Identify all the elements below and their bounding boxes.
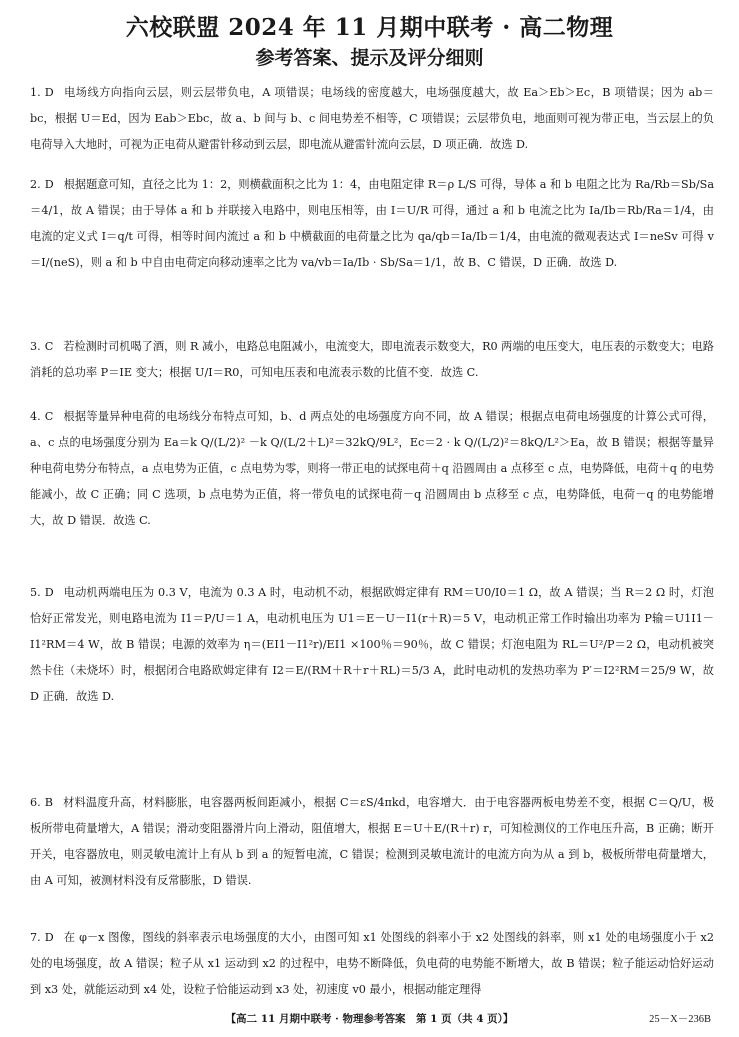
answer-number: 4. — [30, 410, 41, 423]
answer-item-4 — [30, 404, 714, 534]
footer-doc-code: 25－X－236B — [649, 1014, 711, 1025]
answer-number: 1. — [30, 86, 41, 99]
answer-number: 6. — [30, 796, 41, 809]
answer-choice: C — [44, 340, 54, 353]
answer-explanation: 若检测时司机喝了酒，则 R 减小，电路总电阻减小，电流变大，即电流表示数变大，R0 两端的电压变大，电压表的示数变大；电路消耗的总功率 P＝IE 变大；根据 U/I＝R0，可知电压表和电流表示数的比值不变．故选 C. — [30, 340, 714, 379]
answer-item-2 — [30, 172, 714, 276]
page-subtitle: 参考答案、提示及评分细则 — [255, 47, 484, 69]
answer-choice: D — [44, 86, 54, 99]
answer-choice: D — [44, 931, 54, 944]
page-title: 六校联盟 2024 年 11 月期中联考 · 高二物理 — [125, 14, 614, 41]
answer-choice: D — [44, 178, 54, 191]
answer-number: 2. — [30, 178, 41, 191]
answer-choice: C — [44, 410, 54, 423]
answer-explanation: 材料温度升高，材料膨胀，电容器两板间距减小，根据 C＝εS/4πkd，电容增大．由于电容器两板电势差不变，根据 C＝Q/U，极板所带电荷量增大，A 错误；滑动变阻器滑片向上滑动，阻值增大，根据 E＝U＋E/(R＋r) r，可知检测仪的工作电压升高，B 正确；断开开关，电容器放电，则灵敏电流计上有从 b 到 a 的短暂电流，C 错误；检测到灵敏电流计的电流方向为从 a 到 b，极板所带电荷量增大，由 A 可知，被测材料没有反常膨胀，D 错误. — [30, 796, 714, 887]
answer-number: 3. — [30, 340, 41, 353]
answer-item-7 — [30, 925, 714, 1003]
answer-choice: B — [44, 796, 53, 809]
answer-item-6 — [30, 790, 714, 894]
answer-number: 5. — [30, 586, 41, 599]
answer-item-3 — [30, 334, 714, 386]
footer-page-info: 【高二 11 月期中联考 · 物理参考答案 第 1 页（共 4 页）】 — [225, 1013, 514, 1025]
answer-item-5 — [30, 580, 714, 710]
answer-explanation: 根据题意可知，直径之比为 1：2，则横截面积之比为 1：4，由电阻定律 R＝ρ L/S 可得，导体 a 和 b 电阻之比为 Ra/Rb＝Sb/Sa＝4/1，故 A 错误；由于导体 a 和 b 并联接入电路中，则电压相等，由 I＝U/R 可得，通过 a 和 b 电流之比为 Ia/Ib＝Rb/Ra＝1/4，由电流的定义式 I＝q/t 可得，相等时间内流过 a 和 b 中横截面的电荷量之比为 qa/qb＝Ia/Ib＝1/4，由电流的微观表达式 I＝neSv 可得 v＝I/(neS)，则 a 和 b 中自由电荷定向移动速率之比为 va/vb＝Ia/Ib · Sb/Sa＝1/1，故 B、C 错误，D 正确．故选 D. — [30, 178, 714, 269]
answer-explanation: 电动机两端电压为 0.3 V，电流为 0.3 A 时，电动机不动，根据欧姆定律有 RM＝U0/I0＝1 Ω，故 A 错误；当 R＝2 Ω 时，灯泡恰好正常发光，则电路电流为 I1＝P/U＝1 A，电动机电压为 U1＝E－U－I1(r＋R)＝5 V，电动机正常工作时输出功率为 P输＝U1I1－I1²RM＝4 W，故 B 错误；电源的效率为 η＝(EI1－I1²r)/EI1 ×100％＝90％，故 C 错误；灯泡电阻为 RL＝U²/P＝2 Ω，电动机被突然卡住（未烧坏）时，根据闭合电路欧姆定律有 I2＝E/(RM＋R＋r＋RL)＝5/3 A，此时电动机的发热功率为 P′＝I2²RM＝25/9 W，故 D 正确．故选 D. — [30, 586, 714, 703]
answer-explanation: 在 φ－x 图像，图线的斜率表示电场强度的大小，由图可知 x1 处图线的斜率小于 x2 处图线的斜率，则 x1 处的电场强度小于 x2 处的电场强度，故 A 错误；粒子从 x1 运动到 x2 的过程中，电势不断降低，负电荷的电势能不断增大，故 B 错误；粒子能运动恰好运动到 x3 处，就能运动到 x4 处，设粒子恰能运动到 x3 处，初速度 v0 最小，根据动能定理得 — [30, 931, 714, 996]
answer-explanation: 电场线方向指向云层，则云层带负电，A 项错误；电场线的密度越大，电场强度越大，故 Ea＞Eb＞Ec，B 项错误；因为 ab＝bc，根据 U＝Ed，因为 Eab＞Ebc，故 a、b 间与 b、c 间电势差不相等，C 项错误；云层带负电，地面则可视为带正电，当云层上的负电荷导入大地时，可视为正电荷从避雷针移动到云层，即电流从避雷针流向云层，D 项正确．故选 D. — [30, 86, 714, 151]
answer-item-1 — [30, 80, 714, 158]
answer-choice: D — [44, 586, 54, 599]
answer-explanation: 根据等量异种电荷的电场线分布特点可知，b、d 两点处的电场强度方向不同，故 A 错误；根据点电荷电场强度的计算公式可得，a、c 点的电场强度分别为 Ea＝k Q/(L/2)² －k Q/(L/2＋L)²＝32kQ/9L²，Ec＝2 · k Q/(L/2)²＝8kQ/L²＞Ea，故 B 错误；根据等量异种电荷电势分布特点，a 点电势为正值，c 点电势为零，则将一带正电的试探电荷＋q 沿圆周由 a 点移至 c 点，电势降低，电荷＋q 的电势能减小，故 C 正确；同 C 选项，b 点电势为正值，将一带负电的试探电荷－q 沿圆周由 b 点移至 c 点，电势降低，电荷－q 的电势能增大，故 D 错误．故选 C. — [30, 410, 714, 527]
answer-number: 7. — [30, 931, 41, 944]
